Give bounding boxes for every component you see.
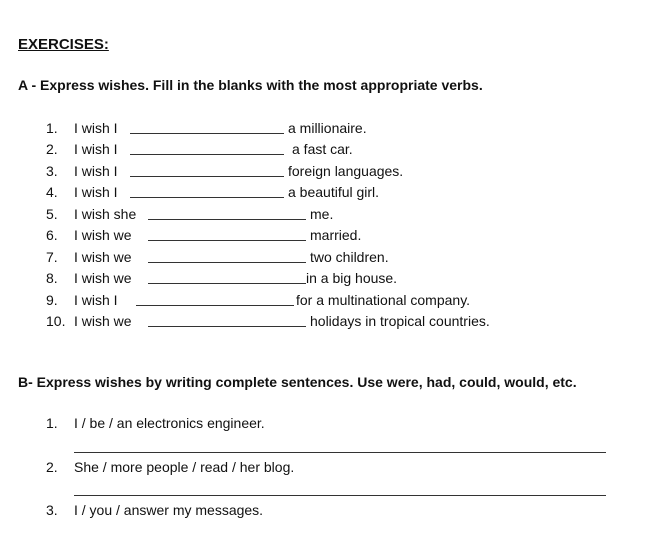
fill-in-blank[interactable] (130, 176, 284, 177)
section-a-heading: A - Express wishes. Fill in the blanks with the most appropriate verbs. (18, 77, 483, 93)
item-number: 4. (46, 184, 58, 200)
item-suffix: married. (310, 227, 362, 243)
item-suffix: foreign languages. (288, 163, 404, 179)
item-number: 8. (46, 270, 58, 286)
page-title: EXERCISES: (18, 36, 109, 53)
fill-in-blank[interactable] (130, 197, 284, 198)
item-number: 2. (46, 459, 58, 475)
item-prefix: I wish I (74, 120, 118, 136)
item-prefix: I wish we (74, 270, 132, 286)
item-suffix: two children. (310, 249, 389, 265)
fill-in-blank[interactable] (136, 305, 294, 306)
answer-line[interactable] (74, 452, 606, 453)
item-suffix: a millionaire. (288, 120, 367, 136)
item-suffix: a beautiful girl. (288, 184, 380, 200)
item-prefix: I wish she (74, 206, 137, 222)
fill-in-blank[interactable] (148, 283, 306, 284)
item-suffix: a fast car. (292, 141, 353, 157)
fill-in-blank[interactable] (148, 240, 306, 241)
item-number: 6. (46, 227, 58, 243)
fill-in-blank[interactable] (148, 262, 306, 263)
fill-in-blank[interactable] (148, 326, 306, 327)
item-number: 2. (46, 141, 58, 157)
item-prefix: I wish I (74, 184, 118, 200)
item-suffix: in a big house. (306, 270, 398, 286)
item-prompt: I / you / answer my messages. (74, 502, 264, 518)
item-prompt: She / more people / read / her blog. (74, 459, 295, 475)
item-prefix: I wish I (74, 141, 118, 157)
fill-in-blank[interactable] (148, 219, 306, 220)
item-number: 9. (46, 292, 58, 308)
item-number: 1. (46, 415, 58, 431)
item-prefix: I wish we (74, 227, 132, 243)
section-b-heading: B- Express wishes by writing complete sentences. Use were, had, could, would, etc. (18, 374, 577, 390)
fill-in-blank[interactable] (130, 133, 284, 134)
item-suffix: me. (310, 206, 334, 222)
item-prefix: I wish I (74, 163, 118, 179)
fill-in-blank[interactable] (130, 154, 284, 155)
item-suffix: for a multinational company. (296, 292, 471, 308)
item-number: 5. (46, 206, 58, 222)
item-prefix: I wish we (74, 313, 132, 329)
item-number: 7. (46, 249, 58, 265)
item-number: 3. (46, 502, 58, 518)
item-number: 3. (46, 163, 58, 179)
answer-line[interactable] (74, 495, 606, 496)
item-prompt: I / be / an electronics engineer. (74, 415, 265, 431)
item-prefix: I wish I (74, 292, 118, 308)
item-suffix: holidays in tropical countries. (310, 313, 490, 329)
item-number: 10. (46, 313, 66, 329)
item-number: 1. (46, 120, 58, 136)
item-prefix: I wish we (74, 249, 132, 265)
